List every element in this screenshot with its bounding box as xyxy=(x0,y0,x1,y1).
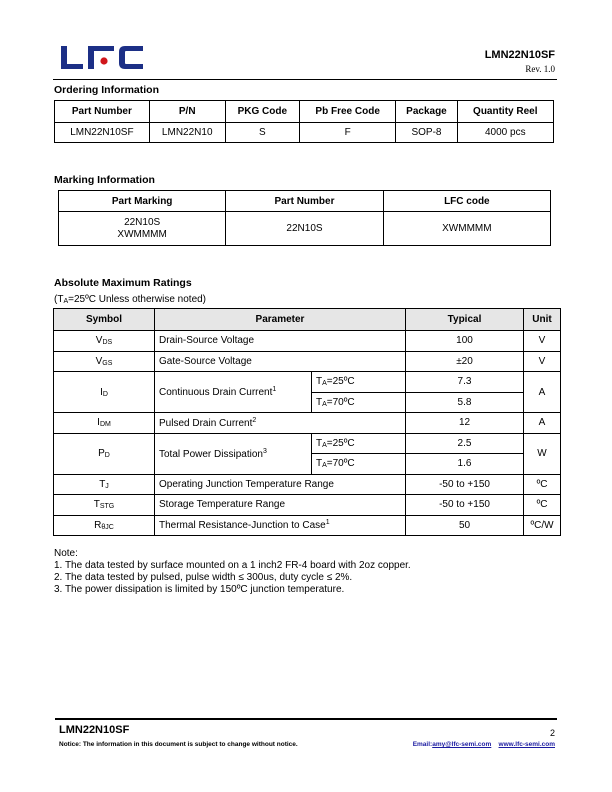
col-header: P/N xyxy=(149,101,225,123)
parameter-cell xyxy=(155,515,406,536)
lfc-logo xyxy=(59,44,145,70)
marking-table xyxy=(58,190,551,246)
unit-cell: A xyxy=(524,413,561,434)
notes-title: Note: xyxy=(54,548,78,559)
symbol-cell xyxy=(54,331,155,352)
symbol: I xyxy=(100,386,103,398)
col-header: Part Marking xyxy=(59,191,226,212)
part-marking-line: 22N10S xyxy=(124,216,161,228)
value-cell: 5.8 xyxy=(406,392,524,413)
part-marking-line: XWMMMM xyxy=(117,228,167,240)
table-row xyxy=(55,123,554,143)
footer-contact xyxy=(413,741,555,748)
condition-sub: A xyxy=(322,441,327,449)
table-cell: SOP-8 xyxy=(396,123,457,143)
symbol-cell xyxy=(54,372,155,413)
condition-sub: A xyxy=(322,400,327,408)
table-cell: XWMMMM xyxy=(383,212,550,246)
note-item: 3. The power dissipation is limited by 150ºC junction temperature. xyxy=(54,584,345,595)
condition-cell xyxy=(312,392,406,413)
table-row xyxy=(54,515,561,536)
symbol-cell xyxy=(54,474,155,495)
condition-sub: A xyxy=(63,298,69,305)
abs-max-section-title: Absolute Maximum Ratings xyxy=(54,277,192,289)
condition-text: =70ºC xyxy=(326,458,355,470)
table-row xyxy=(54,331,561,352)
value-cell: 100 xyxy=(406,331,524,352)
value-cell: 12 xyxy=(406,413,524,434)
email-label: Email: xyxy=(412,741,433,748)
condition-sub: A xyxy=(322,462,327,470)
unit-cell: ºC/W xyxy=(524,515,561,536)
footer-divider xyxy=(55,718,557,720)
col-header: Part Number xyxy=(55,101,150,123)
value-cell: 1.6 xyxy=(406,454,524,475)
table-row xyxy=(54,495,561,516)
col-header: Package xyxy=(396,101,457,123)
marking-header-row xyxy=(59,191,551,212)
col-header: Unit xyxy=(524,309,561,331)
col-header: Symbol xyxy=(54,309,155,331)
symbol-cell xyxy=(54,413,155,434)
note-ref: 2 xyxy=(252,416,257,424)
symbol-sub: DS xyxy=(102,339,113,347)
parameter-cell xyxy=(155,372,312,413)
condition-cell xyxy=(312,372,406,393)
note-ref: 3 xyxy=(262,447,267,455)
symbol-cell xyxy=(54,515,155,536)
condition-text: =70ºC xyxy=(326,396,355,408)
unit-cell: ºC xyxy=(524,495,561,516)
col-header: Pb Free Code xyxy=(299,101,395,123)
condition-text: T xyxy=(316,396,323,408)
symbol-sub: D xyxy=(104,452,110,459)
col-header: Part Number xyxy=(226,191,383,212)
symbol: I xyxy=(97,417,100,429)
symbol-sub: GS xyxy=(102,359,113,367)
symbol-sub: J xyxy=(105,482,109,490)
footer-part-number: LMN22N10SF xyxy=(59,724,130,736)
table-row xyxy=(54,413,561,434)
unit-cell: V xyxy=(524,351,561,372)
abs-max-condition xyxy=(54,294,206,305)
table-cell: 4000 pcs xyxy=(457,123,553,143)
table-row xyxy=(54,351,561,372)
value-cell: 7.3 xyxy=(406,372,524,393)
value-cell: -50 to +150 xyxy=(406,474,524,495)
value-cell: 2.5 xyxy=(406,433,524,454)
col-header: Parameter xyxy=(155,309,406,331)
symbol-cell xyxy=(54,351,155,372)
unit-cell: A xyxy=(524,372,561,413)
condition-sub: A xyxy=(322,380,327,388)
symbol: T xyxy=(99,478,106,490)
table-row xyxy=(59,212,551,246)
ordering-header-row xyxy=(55,101,554,123)
parameter-cell: Operating Junction Temperature Range xyxy=(155,474,406,495)
ordering-section-title: Ordering Information xyxy=(54,84,159,96)
notes-block xyxy=(54,548,411,596)
parameter-cell: Gate-Source Voltage xyxy=(155,351,406,372)
ordering-table xyxy=(54,100,554,143)
condition-text: =25ºC Unless otherwise noted) xyxy=(68,294,207,305)
marking-section-title: Marking Information xyxy=(54,174,155,186)
symbol-sub: D xyxy=(102,390,108,398)
symbol-sub: STG xyxy=(99,503,115,511)
condition-cell xyxy=(312,433,406,454)
parameter-cell: Storage Temperature Range xyxy=(155,495,406,516)
symbol: V xyxy=(95,335,103,347)
table-row xyxy=(54,372,561,393)
table-row xyxy=(54,433,561,454)
document-revision: Rev. 1.0 xyxy=(525,64,555,74)
value-cell: ±20 xyxy=(406,351,524,372)
parameter-text: Pulsed Drain Current xyxy=(159,417,253,429)
note-ref: 1 xyxy=(272,386,277,393)
col-header: Typical xyxy=(406,309,524,331)
part-marking-cell xyxy=(59,212,226,246)
symbol-cell xyxy=(54,495,155,516)
document-title: LMN22N10SF xyxy=(484,49,555,61)
table-cell: 22N10S xyxy=(226,212,383,246)
abs-header-row xyxy=(54,309,561,331)
parameter-text: Total Power Dissipation xyxy=(159,448,263,460)
note-item: 2. The data tested by pulsed, pulse width ≤ 300us, duty cycle ≤ 2%. xyxy=(54,572,353,583)
table-row xyxy=(54,474,561,495)
unit-cell: ºC xyxy=(524,474,561,495)
table-cell: LMN22N10 xyxy=(149,123,225,143)
condition-text: =25ºC xyxy=(326,437,355,449)
email-link[interactable]: amy@lfc-semi.com xyxy=(432,741,492,748)
symbol-sub: θJC xyxy=(101,523,114,531)
symbol-cell xyxy=(54,433,155,474)
table-cell: S xyxy=(225,123,299,143)
condition-text: T xyxy=(316,437,323,449)
col-header: PKG Code xyxy=(225,101,299,123)
value-cell: 50 xyxy=(406,515,524,536)
page-number: 2 xyxy=(549,728,555,738)
symbol: T xyxy=(93,499,100,511)
table-cell: F xyxy=(299,123,395,143)
parameter-cell xyxy=(155,433,312,474)
symbol: V xyxy=(95,355,103,367)
website-link[interactable]: www.lfc-semi.com xyxy=(498,741,555,748)
parameter-cell xyxy=(155,413,406,434)
symbol: R xyxy=(94,519,102,531)
unit-cell: W xyxy=(524,433,561,474)
col-header: Quantity Reel xyxy=(457,101,553,123)
symbol-sub: DM xyxy=(99,421,111,429)
condition-cell xyxy=(312,454,406,475)
symbol: P xyxy=(98,448,105,459)
unit-cell: V xyxy=(524,331,561,352)
parameter-cell: Drain-Source Voltage xyxy=(155,331,406,352)
col-header: LFC code xyxy=(383,191,550,212)
condition-text: T xyxy=(316,376,323,388)
abs-max-table xyxy=(53,308,561,536)
parameter-text: Continuous Drain Current xyxy=(159,387,273,398)
table-cell: LMN22N10SF xyxy=(55,123,150,143)
condition-text: (T xyxy=(54,294,64,305)
footer-notice: Notice: The information in this document is subject to change without notice. xyxy=(59,741,298,748)
condition-text: =25ºC xyxy=(326,376,355,388)
header-divider xyxy=(53,79,557,80)
value-cell: -50 to +150 xyxy=(406,495,524,516)
note-ref: 1 xyxy=(325,519,330,527)
parameter-text: Thermal Resistance-Junction to Case xyxy=(159,520,326,532)
note-item: 1. The data tested by surface mounted on a 1 inch2 FR-4 board with 2oz copper. xyxy=(54,560,411,571)
condition-text: T xyxy=(316,458,323,470)
